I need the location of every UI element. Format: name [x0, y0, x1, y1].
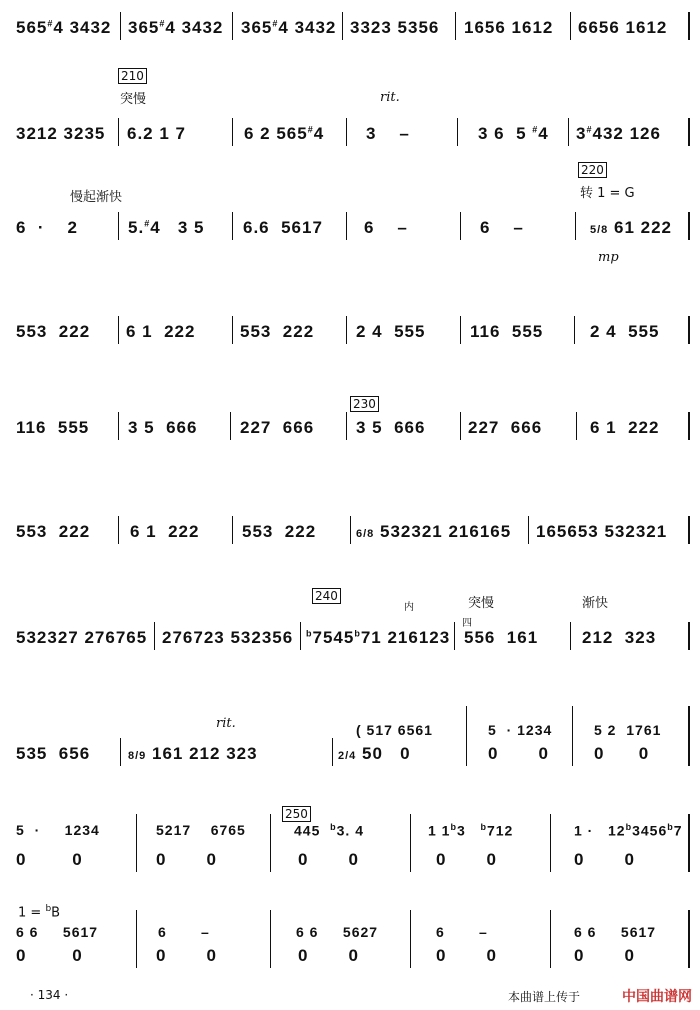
barline	[528, 516, 529, 544]
barline	[118, 412, 119, 440]
measure-number-box: 220	[578, 162, 607, 178]
measure: 6 · 2	[16, 218, 78, 237]
measure: 212 323	[582, 628, 657, 647]
barline	[575, 212, 576, 240]
barline	[688, 316, 690, 344]
score-row-3	[0, 218, 700, 238]
measure: 0 0	[298, 946, 359, 965]
score-row-7	[0, 628, 700, 648]
barline	[230, 412, 231, 440]
measure: 5 · 1234	[488, 722, 553, 738]
measure-number-box: 230	[350, 396, 379, 412]
measure: 5 2 1761	[594, 722, 662, 738]
measure: 553 222	[16, 522, 91, 541]
tempo-marking: 慢起渐快	[70, 190, 123, 205]
barline	[410, 814, 411, 872]
measure: 5.#4 3 5	[128, 218, 205, 237]
barline	[570, 622, 571, 650]
measure: 2 4 555	[590, 322, 660, 341]
score-row-2	[0, 124, 700, 144]
measure: 6/8 532321 216165	[356, 522, 512, 541]
measure: 5 · 1234	[16, 822, 100, 838]
measure: 6 2 565#4	[244, 124, 325, 143]
barline	[118, 118, 119, 146]
measure: 276723 532356	[162, 628, 294, 647]
barline	[460, 212, 461, 240]
barline	[136, 910, 137, 968]
barline	[350, 516, 351, 544]
barline	[570, 12, 571, 40]
barline	[457, 118, 458, 146]
fingering-mark: 内	[404, 602, 414, 613]
measure: 227 666	[240, 418, 315, 437]
measure: 116 555	[16, 418, 90, 437]
barline	[550, 814, 551, 872]
fingering-mark: 四	[462, 618, 472, 629]
measure: 6 –	[158, 924, 210, 940]
measure: 8/9 161 212 323	[128, 744, 258, 763]
measure: 553 222	[16, 322, 91, 341]
measure: ( 517 6561	[356, 722, 433, 738]
dynamics-mp: mp	[598, 250, 619, 265]
measure: 6 1 222	[590, 418, 660, 437]
barline	[270, 814, 271, 872]
barline	[118, 516, 119, 544]
barline	[688, 118, 690, 146]
measure: 0 0	[594, 744, 650, 763]
measure: 565#4 3432	[16, 18, 112, 37]
measure: 2 4 555	[356, 322, 426, 341]
score-row-8-upper	[0, 722, 700, 742]
measure: 3 5 666	[356, 418, 426, 437]
barline	[342, 12, 343, 40]
barline	[688, 212, 690, 240]
tempo-marking: 渐快	[582, 596, 609, 611]
measure: 6.6 5617	[243, 218, 323, 237]
measure: 3 –	[366, 124, 410, 143]
barline	[688, 12, 690, 40]
barline	[550, 910, 551, 968]
measure: $^b$7545$^b$71 216123	[306, 628, 451, 647]
measure: 535 656	[16, 744, 91, 763]
site-logo	[622, 986, 692, 1006]
measure: 3#432 126	[576, 124, 661, 143]
measure: 6 1 222	[126, 322, 196, 341]
barline	[688, 516, 690, 544]
measure: 1 · 12$^b$3456$^b$7	[574, 822, 683, 839]
measure: 445 $^b$3. 4	[294, 822, 364, 839]
score-row-10-upper	[0, 924, 700, 944]
barline	[576, 412, 577, 440]
measure: 2/4 50 0	[338, 744, 411, 763]
barline	[120, 738, 121, 766]
barline	[118, 212, 119, 240]
barline	[460, 316, 461, 344]
barline	[232, 212, 233, 240]
barline	[300, 622, 301, 650]
measure: 0 0	[16, 946, 83, 965]
measure: 3 5 666	[128, 418, 198, 437]
score-row-6	[0, 522, 700, 542]
barline	[120, 12, 121, 40]
measure: 365#4 3432	[128, 18, 224, 37]
barline	[346, 118, 347, 146]
score-row-9	[0, 850, 700, 870]
measure: 0 0	[488, 744, 549, 763]
key-change: 1 = $^b$B	[18, 904, 61, 921]
measure: 0 0	[574, 946, 635, 965]
measure: 6 6 5617	[574, 924, 657, 940]
rit-marking: rit.	[380, 90, 400, 105]
score-row-8	[0, 744, 700, 764]
key-change: 转 1 = G	[580, 186, 635, 201]
barline	[574, 316, 575, 344]
measure: 3212 3235	[16, 124, 106, 143]
measure: 5/8 61 222	[590, 218, 673, 237]
barline	[410, 910, 411, 968]
score-row-4	[0, 322, 700, 342]
barline	[688, 412, 690, 440]
barline	[346, 212, 347, 240]
barline	[346, 316, 347, 344]
measure: 1 1$^b$3 $^b$712	[428, 822, 514, 839]
barline	[118, 316, 119, 344]
barline	[332, 738, 333, 766]
barline	[688, 910, 690, 968]
barline	[568, 118, 569, 146]
barline	[232, 118, 233, 146]
score-row-1	[0, 18, 700, 38]
measure-number-box: 210	[118, 68, 147, 84]
barline	[688, 814, 690, 872]
barline	[232, 12, 233, 40]
measure: 0 0	[16, 850, 83, 869]
measure: 6 –	[436, 924, 488, 940]
measure: 3323 5356	[350, 18, 440, 37]
measure: 0 0	[574, 850, 635, 869]
measure: 6 6 5627	[296, 924, 379, 940]
measure: 165653 532321	[536, 522, 668, 541]
tempo-marking: 突慢	[468, 596, 495, 611]
measure: 0 0	[298, 850, 359, 869]
score-row-9-upper	[0, 822, 700, 842]
measure: 5217 6765	[156, 822, 246, 838]
barline	[455, 12, 456, 40]
upload-note: 本曲谱上传于	[508, 990, 581, 1004]
measure: 0 0	[436, 850, 497, 869]
score-row-5	[0, 418, 700, 438]
measure: 1656 1612	[464, 18, 554, 37]
measure: 6.2 1 7	[127, 124, 186, 143]
barline	[454, 622, 455, 650]
measure: 6 –	[480, 218, 524, 237]
barline	[688, 622, 690, 650]
rit-marking: rit.	[216, 716, 236, 731]
page-number: · 134 ·	[30, 988, 69, 1002]
measure: 6 –	[364, 218, 408, 237]
measure: 0 0	[156, 850, 217, 869]
score-row-10	[0, 946, 700, 966]
measure: 0 0	[436, 946, 497, 965]
measure: 227 666	[468, 418, 543, 437]
barline	[460, 412, 461, 440]
tempo-marking: 突慢	[120, 92, 147, 107]
measure: 6 6 5617	[16, 924, 99, 940]
measure: 556 161	[464, 628, 539, 647]
barline	[136, 814, 137, 872]
measure: 553 222	[242, 522, 317, 541]
barline	[232, 516, 233, 544]
measure: 553 222	[240, 322, 315, 341]
measure-number-box: 250	[282, 806, 311, 822]
measure: 3 6 5 #4	[478, 124, 549, 143]
measure: 6 1 222	[130, 522, 200, 541]
barline	[232, 316, 233, 344]
measure-number-box: 240	[312, 588, 341, 604]
measure: 116 555	[470, 322, 544, 341]
measure: 532327 276765	[16, 628, 148, 647]
measure: 365#4 3432	[241, 18, 337, 37]
barline	[270, 910, 271, 968]
barline	[154, 622, 155, 650]
measure: 0 0	[156, 946, 217, 965]
measure: 6656 1612	[578, 18, 668, 37]
barline	[346, 412, 347, 440]
site-logo-text: 中国曲谱网	[622, 988, 692, 1004]
